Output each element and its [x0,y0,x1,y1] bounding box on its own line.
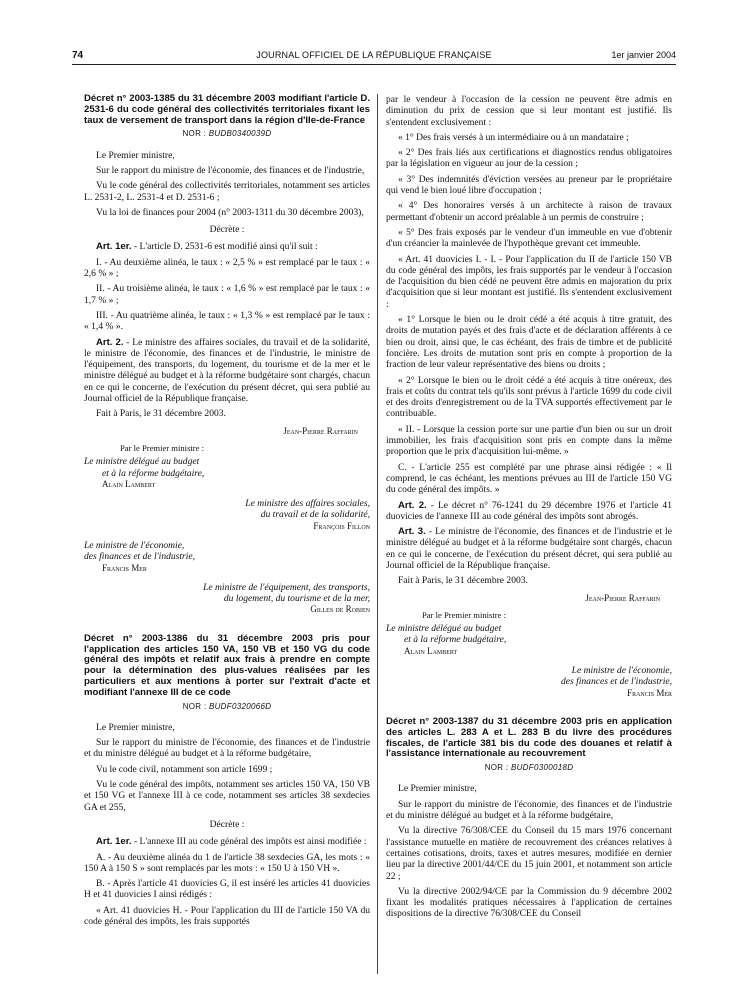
paragraph: « Art. 41 duovicies I. - I. - Pour l'application du II de l'article 150 VB du code général des impôts, les frais supportés par le vendeur à l'occasion de l'acquisition du bien cédé ne peuvent être admis en majoration du prix d'acquisition que si leur montant est justifié. Ils s'entendent exclusivement : [386,253,672,310]
decree-title: Décret n° 2003-1387 du 31 décembre 2003 pris en application des articles L. 283 A et L. 283 B du livre des procédures fiscales, de l'article 381 bis du code des douanes et relatif à l'assistance internationale au recouvrement [386,715,672,760]
column-divider [377,94,378,974]
decree-title: Décret n° 2003-1386 du 31 décembre 2003 pris pour l'application des articles 150 VA, 150 VB et 150 VG du code général des impôts et relatif aux frais à prendre en compte pour la détermination des plus-values réalisées par les particuliers et aux mentions à porter sur l'extrait d'acte et modifiant l'annexe III de ce code [84,632,370,698]
page-number: 74 [72,50,84,61]
article: Art. 2. - Le décret n° 76-1241 du 29 décembre 1976 et l'article 41 duovicies de l'annexe III au code général des impôts sont abrogés. [386,499,672,522]
paragraph: Le Premier ministre, [398,783,477,795]
nor-reference: NOR : BUDF0300018D [484,763,574,773]
signature-name: Alain Lambert [404,645,458,656]
paragraph: Vu le code général des collectivités territoriales, notamment ses articles L. 2531-2, L. 2531-4 et D. 2531-6 ; [84,180,370,203]
paragraph: II. - Au troisième alinéa, le taux : « 1,6 % » est remplacé par le taux : « 1,7 % » ; [84,283,370,306]
paragraph: « Art. 41 duovicies H. - Pour l'application du III de l'article 150 VA du code général des impôts, les frais supportés [84,904,370,928]
paragraph: « 2° Des frais liés aux certifications et diagnostics rendus obligatoires par la législation en vigueur au jour de la cession ; [386,147,672,170]
paragraph: III. - Au quatrième alinéa, le taux : « 1,3 % » est remplacé par le taux : « 1,4 % ». [84,309,370,333]
decrete-label: Décrète : [209,224,245,236]
paragraph: Sur le rapport du ministre de l'économie, des finances et de l'industrie, [96,164,365,176]
paragraph: I. - Au deuxième alinéa, le taux : « 2,5 % » est remplacé par le taux : « 2,6 % » ; [84,256,370,280]
header-rule [72,64,676,65]
paragraph: Sur le rapport du ministre de l'économie, des finances et de l'industrie et du ministre délégué au budget et à la réforme budgétaire, [84,737,370,760]
signature-block: Le ministre délégué au budget et à la réforme budgétaire, Alain Lambert [386,623,672,657]
paragraph: « 2° Lorsque le bien ou le droit cédé a été acquis à titre onéreux, des frais et coûts du contrat tels qu'ils sont prévus à l'article 1699 du code civil et des droits d'enregistrement ou de la TVA supportés effectivement par le contribuable. [386,374,672,420]
paragraph: Sur le rapport du ministre de l'économie, des finances et de l'industrie et du ministre délégué au budget et à la réforme budgétaire, [386,798,672,822]
paragraph: Vu la directive 2002/94/CE par la Commission du 9 décembre 2002 fixant les modalités pratiques nécessaires à l'application de certaines dispositions de la directive 76/308/CEE du Conseil [386,885,672,920]
signature-name: François Fillon [313,520,370,531]
paragraph: « 1° Lorsque le bien ou le droit cédé a été acquis à titre gratuit, des droits de mutation payés et des frais d'acte et de déclaration afférents à ce bien ou droit, ainsi que, le cas échéant, des frais de timbre et de publicité foncière. Les droits de mutation sont pris en compte à proportion de la fraction de leur valeur représentative des biens ou droits ; [386,314,672,371]
paragraph: « II. - Lorsque la cession porte sur une partie d'un bien ou sur un droit immobilier, les frais d'acquisition sont pris en compte dans la même proportion que le prix d'acquisition lui-même. » [386,423,672,458]
nor-reference: NOR : BUDB0340039D [182,129,272,139]
paragraph: Vu le code général des impôts, notamment ses articles 150 VA, 150 VB et 150 VG et l'annexe III à ce code, notamment ses articles 38 sexdecies GA et 255, [84,779,370,813]
paragraph: C. - L'article 255 est complété par une phrase ainsi rédigée : « Il comprend, le cas échéant, les mentions prévues au III de l'article 150 VG du code général des impôts. » [386,461,672,496]
signature-intro: Par le Premier ministre : [422,609,507,620]
signature-block: Le ministre de l'économie, des finances et de l'industrie, Francis Mer [386,665,672,699]
paragraph: « 4° Des honoraires versés à un architecte à raison de travaux permettant d'obtenir un accord préalable à un permis de construire ; [386,200,672,223]
signature-block: Le ministre des affaires sociales, du travail et de la solidarité, François Fillon [84,498,370,532]
paragraph: Vu la loi de finances pour 2004 (n° 2003-1311 du 30 décembre 2003), [96,206,364,218]
decree-title: Décret n° 2003-1385 du 31 décembre 2003 modifiant l'article D. 2531-6 du code général des collectivités territoriales fixant les taux de versement de transport dans la région d'Ile-de-France [84,93,370,126]
left-column [84,94,370,931]
page-header [72,50,676,64]
signature-intro: Par le Premier ministre : [120,442,205,453]
signature-name: Gilles de Robien [310,604,370,615]
paragraph: Vu la directive 76/308/CEE du Conseil du 15 mars 1976 concernant l'assistance mutuelle en matière de recouvrement des créances relatives à certaines cotisations, droits, taxes et autres mesures, modifiée en dernier lieu par la directive 2001/44/CE du 15 juin 2001, et notamment son article 22 ; [386,825,672,882]
nor-reference: NOR : BUDF0320066D [182,701,272,711]
paragraph: Vu le code civil, notamment son article 1699 ; [96,763,273,775]
paragraph: « 5° Des frais exposés par le vendeur d'un immeuble en vue d'obtenir d'un créancier la mainlevée de l'hypothèque grevant cet immeuble. [386,226,672,250]
article: Art. 1er. - L'article D. 2531-6 est modifié ainsi qu'il suit : [96,241,318,253]
paragraph: par le vendeur à l'occasion de la cession ne peuvent être admis en diminution du prix de cession que si leur montant est justifié. Ils s'entendent exclusivement : [386,94,672,128]
paragraph: B. - Après l'article 41 duovicies G, il est inséré les articles 41 duovicies H et 41 duovicies I ainsi rédigés : [84,878,370,901]
signature-name: Francis Mer [102,562,147,573]
signature-prime-minister: Jean-Pierre Raffarin [585,592,660,603]
paragraph: Le Premier ministre, [96,149,175,161]
signature-name: Alain Lambert [102,478,156,489]
signature-block: Le ministre de l'équipement, des transports, du logement, du tourisme et de la mer, Gilles de Robien [84,582,370,616]
paragraph: « 3° Des indemnités d'éviction versées au preneur par le propriétaire qui vend le bien loué libre d'occupation ; [386,173,672,197]
signature-prime-minister: Jean-Pierre Raffarin [283,425,358,436]
signature-name: Francis Mer [627,687,672,698]
article: Art. 2. - Le ministre des affaires sociales, du travail et de la solidarité, le ministre de l'économie, des finances et de l'industrie, le ministre de l'équipement, des transports, du logement, du tourisme et de la mer et le ministre délégué au budget et à la réforme budgétaire sont chargés, chacun en ce qui le concerne, de l'exécution du présent décret, qui sera publié au Journal officiel de la République française. [84,336,370,405]
article: Art. 3. - Le ministre de l'économie, des finances et de l'industrie et le ministre délégué au budget et à la réforme budgétaire sont chargés, chacun en ce qui le concerne, de l'exécution du présent décret, qui sera publié au Journal officiel de la République française. [386,526,672,571]
paragraph: Fait à Paris, le 31 décembre 2003. [398,575,528,587]
journal-title: JOURNAL OFFICIEL DE LA RÉPUBLIQUE FRANÇAISE [256,50,492,60]
paragraph: A. - Au deuxième alinéa du 1 de l'article 38 sexdecies GA, les mots : « 150 A à 150 S » sont remplacés par les mots : « 150 U à 150 VH ». [84,851,370,874]
issue-date: 1er janvier 2004 [611,50,676,60]
right-column [386,94,672,924]
paragraph: Le Premier ministre, [96,721,175,733]
decrete-label: Décrète : [209,818,245,830]
paragraph: Fait à Paris, le 31 décembre 2003. [96,408,226,420]
article: Art. 1er. - L'annexe III au code général des impôts est ainsi modifiée : [96,836,367,848]
paragraph: « 1° Des frais versés à un intermédiaire ou à un mandataire ; [398,131,629,143]
signature-block: Le ministre délégué au budget et à la réforme budgétaire, Alain Lambert [84,456,370,490]
signature-block: Le ministre de l'économie, des finances et de l'industrie, Francis Mer [84,540,370,574]
